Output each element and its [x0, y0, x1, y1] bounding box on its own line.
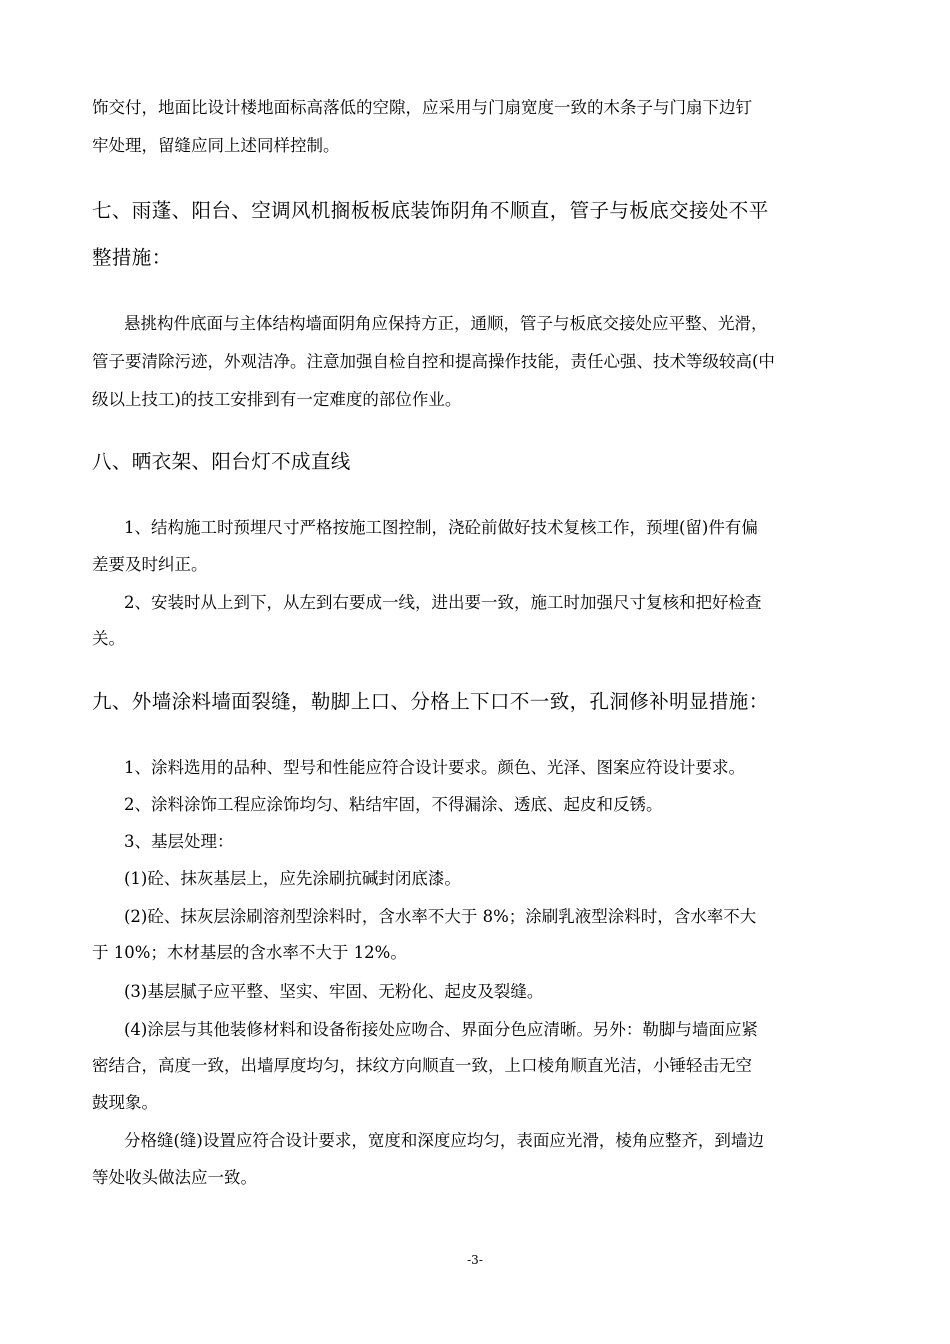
intro-line-1: 饰交付，地面比设计楼地面标高落低的空隙，应采用与门扇宽度一致的木条子与门扇下边钉	[92, 98, 752, 117]
section-9-item-2: 2、涂料涂饰工程应涂饰均匀、粘结牢固，不得漏涂、透底、起皮和反锈。	[124, 795, 663, 814]
section-8-item-1-line-1: 1、结构施工时预埋尺寸严格按施工图控制，浇砼前做好技术复核工作，预埋(留)件有偏	[124, 518, 758, 537]
section-9-sub-4-line-1: (4)涂层与其他装修材料和设备衔接处应吻合、界面分色应清晰。另外：勒脚与墙面应紧	[124, 1020, 758, 1039]
section-7-heading-line-1: 七、雨蓬、阳台、空调风机搁板板底装饰阴角不顺直，管子与板底交接处不平	[92, 199, 769, 222]
section-9-item-1: 1、涂料选用的品种、型号和性能应符合设计要求。颜色、光泽、图案应符设计要求。	[124, 758, 745, 777]
section-9-heading: 九、外墙涂料墙面裂缝，勒脚上口、分格上下口不一致，孔洞修补明显措施：	[92, 690, 769, 713]
intro-line-2: 牢处理，留缝应同上述同样控制。	[92, 136, 340, 155]
section-7-paragraph-line-2: 管子要清除污迹，外观洁净。注意加强自检自控和提高操作技能，责任心强、技术等级较高(中	[92, 352, 775, 371]
section-9-sub-3: (3)基层腻子应平整、坚实、牢固、无粉化、起皮及裂缝。	[124, 982, 544, 1001]
section-9-sub-2-line-1: (2)砼、抹灰层涂刷溶剂型涂料时，含水率不大于 8%；涂刷乳液型涂料时，含水率不大	[124, 907, 757, 926]
section-9-sub-4-line-3: 鼓现象。	[92, 1093, 158, 1112]
section-9-paragraph-line-1: 分格缝(缝)设置应符合设计要求，宽度和深度应均匀，表面应光滑，棱角应整齐，到墙边	[124, 1131, 764, 1150]
section-9-sub-2-line-2: 于 10%；木材基层的含水率不大于 12%。	[92, 943, 407, 962]
section-8-item-2-line-2: 关。	[92, 629, 125, 648]
section-7-heading-line-2: 整措施：	[92, 246, 172, 269]
section-8-item-1-line-2: 差要及时纠正。	[92, 555, 208, 574]
section-8-item-2-line-1: 2、安装时从上到下，从左到右要成一线，进出要一致，施工时加强尺寸复核和把好检查	[124, 593, 762, 612]
section-7-paragraph-line-1: 悬挑构件底面与主体结构墙面阴角应保持方正，通顺，管子与板底交接处应平整、光滑，	[124, 314, 768, 333]
section-8-heading: 八、晒衣架、阳台灯不成直线	[92, 450, 351, 473]
section-9-item-3: 3、基层处理：	[124, 832, 234, 851]
section-9-sub-1: (1)砼、抹灰基层上，应先涂刷抗碱封闭底漆。	[124, 869, 461, 888]
section-7-paragraph-line-3: 级以上技工)的技工安排到有一定难度的部位作业。	[92, 390, 462, 409]
section-9-sub-4-line-2: 密结合，高度一致，出墙厚度均匀，抹纹方向顺直一致，上口棱角顺直光洁，小锤轻击无空	[92, 1056, 752, 1075]
section-9-paragraph-line-2: 等处收头做法应一致。	[92, 1168, 257, 1187]
page-number: -3-	[467, 1253, 483, 1267]
